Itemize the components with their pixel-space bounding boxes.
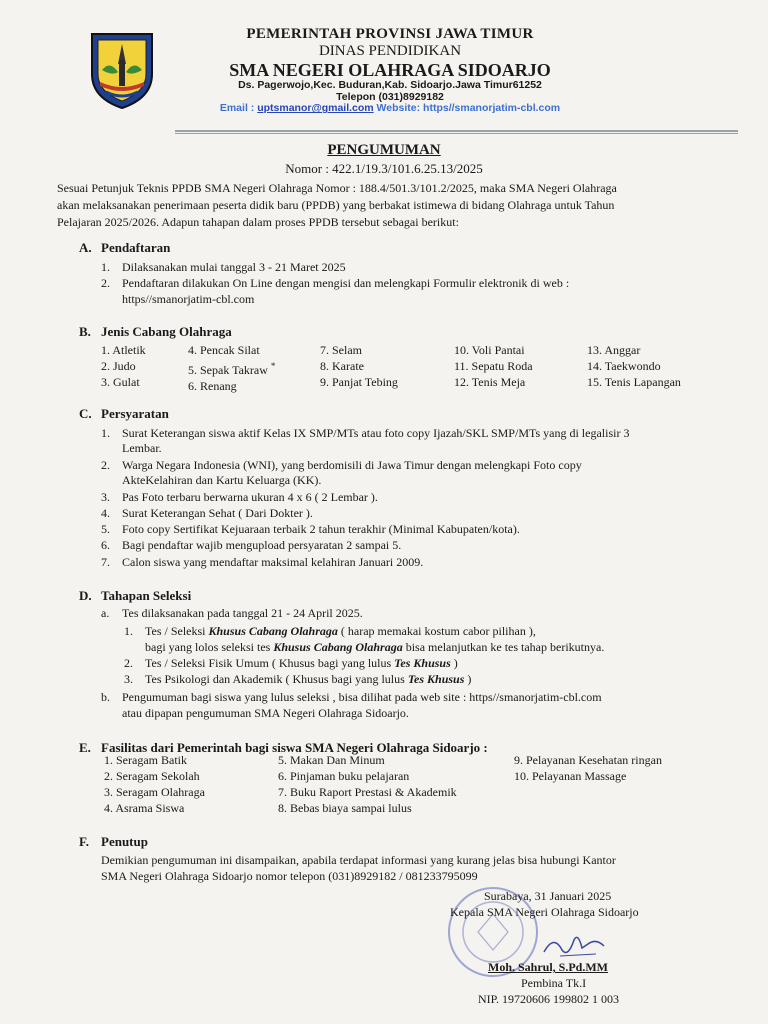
section-letter: C.	[79, 406, 92, 421]
sport-item-label: 5. Sepak Takraw	[188, 363, 268, 377]
sport-item: 10. Voli Pantai	[454, 343, 525, 357]
section-letter: A.	[79, 240, 92, 255]
emphasis-text: Khusus Cabang Olahraga	[208, 624, 338, 638]
section-title: Fasilitas dari Pemerintah bagi siswa SMA Negeri Olahraga Sidoarjo :	[101, 740, 488, 755]
signatory-rank: Pembina Tk.I	[521, 976, 587, 990]
facilities-column-2	[278, 752, 457, 816]
list-item: Surat Keterangan siswa aktif Kelas IX SMP/MTs atau foto copy Ijazah/SKL SMP/MTs yang di legalisir 3	[122, 426, 630, 440]
list-number: 2.	[101, 276, 110, 290]
section-title: Penutup	[101, 834, 148, 849]
list-item: Foto copy Sertifikat Kejuaraan terbaik 2 tahun terakhir (Minimal Kabupaten/kota).	[122, 522, 520, 536]
contact-line	[160, 103, 620, 115]
department-line: DINAS PENDIDIKAN	[318, 42, 462, 59]
facility-item: 10. Pelayanan Massage	[514, 769, 627, 783]
facility-item: 4. Asrama Siswa	[104, 801, 185, 815]
signatory-nip: NIP. 19720606 199802 1 003	[478, 992, 620, 1006]
sign-position: Kepala SMA Negeri Olahraga Sidoarjo	[450, 905, 639, 919]
section-b-heading	[79, 324, 232, 340]
section-letter: E.	[79, 740, 91, 755]
list-item	[145, 671, 471, 687]
school-name: SMA NEGERI OLAHRAGA SIDOARJO	[229, 59, 551, 80]
handwritten-signature-icon	[540, 930, 610, 960]
section-f-heading	[79, 834, 148, 850]
emphasis-text: Tes Khusus	[407, 672, 465, 686]
closing-text: SMA Negeri Olahraga Sidoarjo nomor telepon (031)8929182 / 081233795099	[101, 869, 478, 883]
emphasis-text: Tes Khusus	[394, 656, 451, 670]
list-item: Bagi pendaftar wajib mengupload persyaratan 2 sampai 5.	[122, 538, 402, 552]
list-number: 6.	[101, 538, 110, 552]
text-part: )	[450, 656, 458, 670]
list-number: 3.	[101, 490, 110, 504]
email-link[interactable]: uptsmanor@gmail.com	[257, 102, 374, 115]
facilities-column-3	[514, 752, 662, 784]
text-part: )	[464, 672, 472, 686]
list-item-continuation: AkteKelahiran dan Kartu Keluarga (KK).	[122, 473, 322, 487]
section-letter: F.	[79, 834, 89, 849]
list-number: 1.	[124, 624, 133, 638]
sport-item: 2. Judo	[101, 359, 136, 373]
list-item-continuation	[145, 639, 604, 655]
list-item-continuation: Lembar.	[122, 441, 162, 455]
section-d-heading	[79, 588, 191, 604]
sport-item: 7. Selam	[320, 343, 362, 357]
sign-place-date: Surabaya, 31 Januari 2025	[484, 889, 612, 903]
government-line: PEMERINTAH PROVINSI JAWA TIMUR	[246, 26, 534, 42]
document-number: Nomor : 422.1/19.3/101.6.25.13/2025	[285, 161, 483, 176]
header-divider	[175, 130, 738, 132]
section-letter: D.	[79, 588, 92, 603]
list-item: Warga Negara Indonesia (WNI), yang berdomisili di Jawa Timur dengan melengkapi Foto copy	[122, 458, 582, 472]
sport-item: 4. Pencak Silat	[188, 343, 260, 357]
sports-column-4	[454, 342, 533, 390]
sports-column-2	[188, 342, 275, 394]
list-item: Dilaksanakan mulai tanggal 3 - 21 Maret 2025	[122, 260, 346, 274]
list-item: Pas Foto terbaru berwarna ukuran 4 x 6 ( 2 Lembar ).	[122, 490, 378, 504]
sport-item: 3. Gulat	[101, 375, 140, 389]
sport-item: 8. Karate	[320, 359, 364, 373]
list-item: Tes dilaksanakan pada tanggal 21 - 24 April 2025.	[122, 606, 363, 620]
text-part: ( harap memakai kostum cabor pilihan ),	[337, 624, 536, 638]
section-a-heading	[79, 240, 170, 256]
sports-column-3	[320, 342, 398, 390]
facility-item: 6. Pinjaman buku pelajaran	[278, 769, 410, 783]
section-title: Pendaftaran	[101, 240, 171, 255]
facility-item: 2. Seragam Sekolah	[104, 769, 200, 783]
registration-url: https//smanorjatim-cbl.com	[122, 292, 255, 306]
sport-item: 1. Atletik	[101, 343, 146, 357]
text-part: bisa melanjutkan ke tes tahap berikutnya.	[402, 640, 605, 654]
sports-column-5	[587, 342, 681, 390]
list-number: 7.	[101, 555, 110, 569]
facility-item: 5. Makan Dan Minum	[278, 753, 385, 767]
facilities-column-1	[104, 752, 205, 816]
facility-item: 9. Pelayanan Kesehatan ringan	[514, 753, 662, 767]
east-java-emblem-icon	[86, 30, 158, 110]
facility-item: 1. Seragam Batik	[104, 753, 187, 767]
facility-item: 3. Seragam Olahraga	[104, 785, 205, 799]
sports-column-1	[101, 342, 146, 390]
sport-item: 11. Sepatu Roda	[454, 359, 533, 373]
website-text[interactable]: Website: https//smanorjatim-cbl.com	[373, 102, 561, 115]
section-c-heading	[79, 406, 169, 422]
text-part: bagi yang lolos seleksi tes	[145, 640, 274, 654]
list-item: Calon siswa yang mendaftar maksimal kelahiran Januari 2009.	[122, 555, 424, 569]
facility-item: 8. Bebas biaya sampai lulus	[278, 801, 412, 815]
sport-item: 14. Taekwondo	[587, 359, 661, 373]
letterhead	[160, 26, 620, 115]
intro-line: Pelajaran 2025/2026. Adapun tahapan dalam proses PPDB tersebut sebagai berikut:	[57, 215, 459, 229]
list-item: Pendaftaran dilakukan On Line dengan mengisi dan melengkapi Formulir elektronik di web :	[122, 276, 570, 290]
text-part: Tes / Seleksi Fisik Umum ( Khusus bagi yang lulus	[145, 656, 395, 670]
list-item-continuation: atau dipapan pengumuman SMA Negeri Olahraga Sidoarjo.	[122, 706, 409, 720]
section-title: Persyaratan	[101, 406, 169, 421]
sport-item: 6. Renang	[188, 379, 237, 393]
list-number: 2.	[101, 458, 110, 472]
sport-item: 12. Tenis Meja	[454, 375, 526, 389]
list-number: 5.	[101, 522, 110, 536]
list-item	[145, 623, 536, 639]
intro-line: Sesuai Petunjuk Teknis PPDB SMA Negeri Olahraga Nomor : 188.4/501.3/101.2/2025, maka SMA Negeri Olahraga	[57, 181, 617, 195]
section-title: Tahapan Seleksi	[101, 588, 192, 603]
list-number: 2.	[124, 656, 133, 670]
section-title: Jenis Cabang Olahraga	[101, 324, 232, 339]
list-number: 1.	[101, 260, 110, 274]
sport-item: 15. Tenis Lapangan	[587, 375, 681, 389]
intro-paragraph	[57, 180, 709, 231]
sport-item: 13. Anggar	[587, 343, 641, 357]
header-divider-thin	[175, 133, 738, 134]
list-number: 4.	[101, 506, 110, 520]
school-phone: Telepon (031)8929182	[336, 90, 444, 103]
list-letter: a.	[101, 606, 110, 620]
list-item: Surat Keterangan Sehat ( Dari Dokter ).	[122, 506, 313, 520]
list-item: Pengumuman bagi siswa yang lulus seleksi , bisa dilihat pada web site : https//smanorjatim-cbl.com	[122, 690, 602, 704]
sport-item: 9. Panjat Tebing	[320, 375, 398, 389]
sport-item	[188, 358, 275, 378]
closing-text: Demikian pengumuman ini disampaikan, apabila terdapat informasi yang kurang jelas bisa hubungi Kantor	[101, 853, 616, 867]
text-part: Tes / Seleksi	[145, 624, 209, 638]
section-letter: B.	[79, 324, 91, 339]
list-item	[145, 655, 458, 671]
document-title: PENGUMUMAN	[327, 142, 441, 158]
asterisk-mark: *	[270, 361, 276, 371]
list-number: 3.	[124, 672, 133, 686]
signatory-name: Moh. Sahrul, S.Pd.MM	[488, 960, 609, 974]
list-letter: b.	[101, 690, 110, 704]
facility-item: 7. Buku Raport Prestasi & Akademik	[278, 785, 457, 799]
list-number: 1.	[101, 426, 110, 440]
emphasis-text: Khusus Cabang Olahraga	[273, 640, 403, 654]
intro-line: akan melaksanakan penerimaan peserta didik baru (PPDB) yang berbakat istimewa di bidang Olahraga untuk Tahun	[57, 198, 615, 212]
text-part: Tes Psikologi dan Akademik ( Khusus bagi yang lulus	[145, 672, 408, 686]
school-address: Ds. Pagerwojo,Kec. Buduran,Kab. Sidoarjo.Jawa Timur61252	[238, 78, 542, 91]
email-label: Email :	[219, 102, 258, 115]
